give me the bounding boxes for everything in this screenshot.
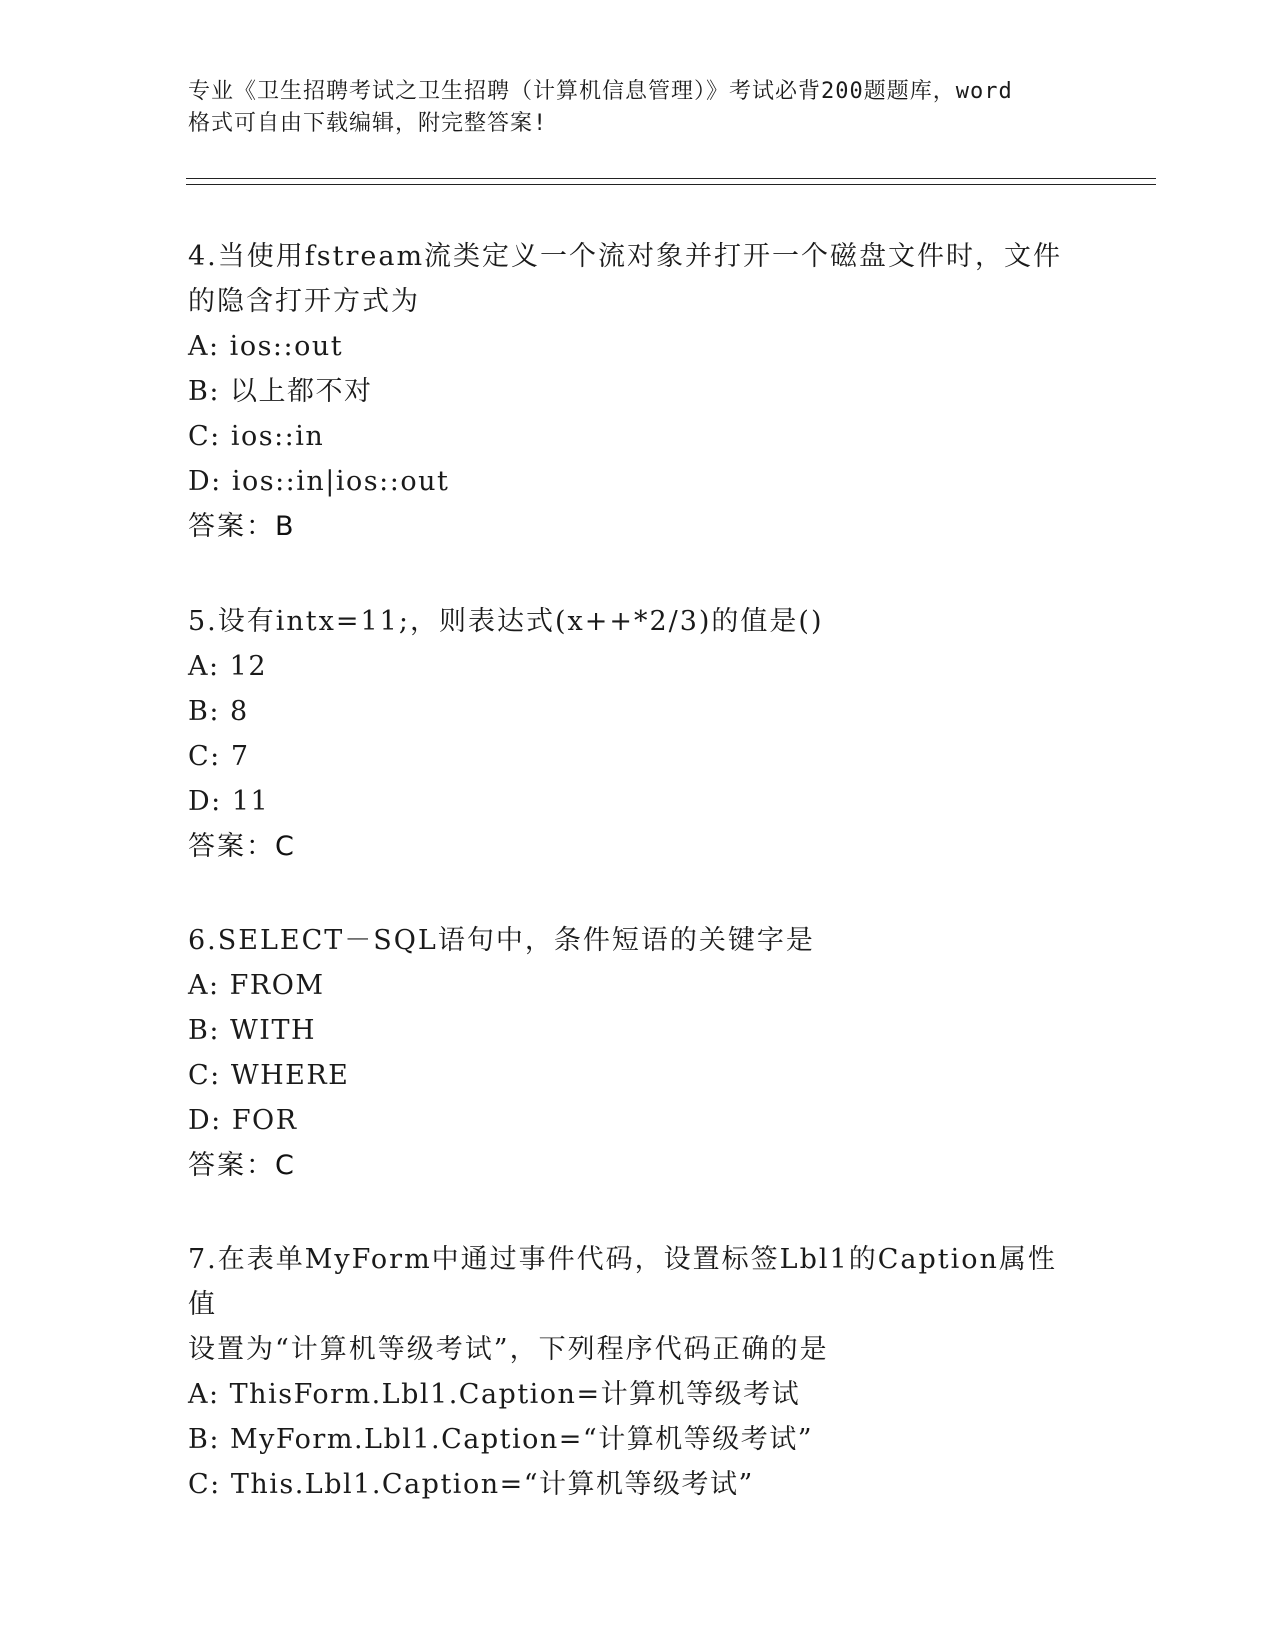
question-stem-continued: 设置为“计算机等级考试”，下列程序代码正确的是	[188, 1334, 829, 1365]
question-stem: 6.SELECT－SQL语句中，条件短语的关键字是	[188, 925, 815, 956]
option-a: A: ios::out	[188, 331, 344, 362]
header-line-1: 专业《卫生招聘考试之卫生招聘（计算机信息管理）》考试必背200题题库，word	[188, 79, 1013, 104]
answer: 答案：B	[188, 511, 296, 542]
header-divider-bottom	[186, 184, 1156, 185]
option-c: C: WHERE	[188, 1060, 350, 1091]
option-a: A: 12	[188, 651, 268, 682]
header-line-2: 格式可自由下载编辑，附完整答案!	[188, 111, 548, 136]
option-a: A: ThisForm.Lbl1.Caption=计算机等级考试	[188, 1379, 801, 1410]
question-4	[188, 234, 1068, 549]
question-stem: 7.在表单MyForm中通过事件代码，设置标签Lbl1的Caption属性值	[188, 1244, 1057, 1320]
option-b: B: 8	[188, 696, 249, 727]
option-b: B: WITH	[188, 1015, 316, 1046]
question-stem: 5.设有intx=11;，则表达式(x++*2/3)的值是()	[188, 606, 824, 637]
option-c: C: This.Lbl1.Caption=“计算机等级考试”	[188, 1469, 754, 1500]
option-c: C: ios::in	[188, 421, 325, 452]
question-6	[188, 918, 1068, 1188]
option-b: B: MyForm.Lbl1.Caption=“计算机等级考试”	[188, 1424, 814, 1455]
question-stem: 4.当使用fstream流类定义一个流对象并打开一个磁盘文件时，文件	[188, 241, 1063, 272]
answer: 答案：C	[188, 1150, 296, 1181]
option-b: B: 以上都不对	[188, 376, 373, 407]
option-d: D: 11	[188, 786, 270, 817]
question-5	[188, 599, 1068, 869]
question-7	[188, 1237, 1068, 1507]
document-header	[188, 76, 1088, 140]
header-divider-top	[186, 178, 1156, 179]
answer: 答案：C	[188, 831, 296, 862]
question-stem-continued: 的隐含打开方式为	[188, 286, 420, 317]
option-c: C: 7	[188, 741, 250, 772]
option-a: A: FROM	[188, 970, 325, 1001]
option-d: D: FOR	[188, 1105, 298, 1136]
option-d: D: ios::in|ios::out	[188, 466, 450, 497]
